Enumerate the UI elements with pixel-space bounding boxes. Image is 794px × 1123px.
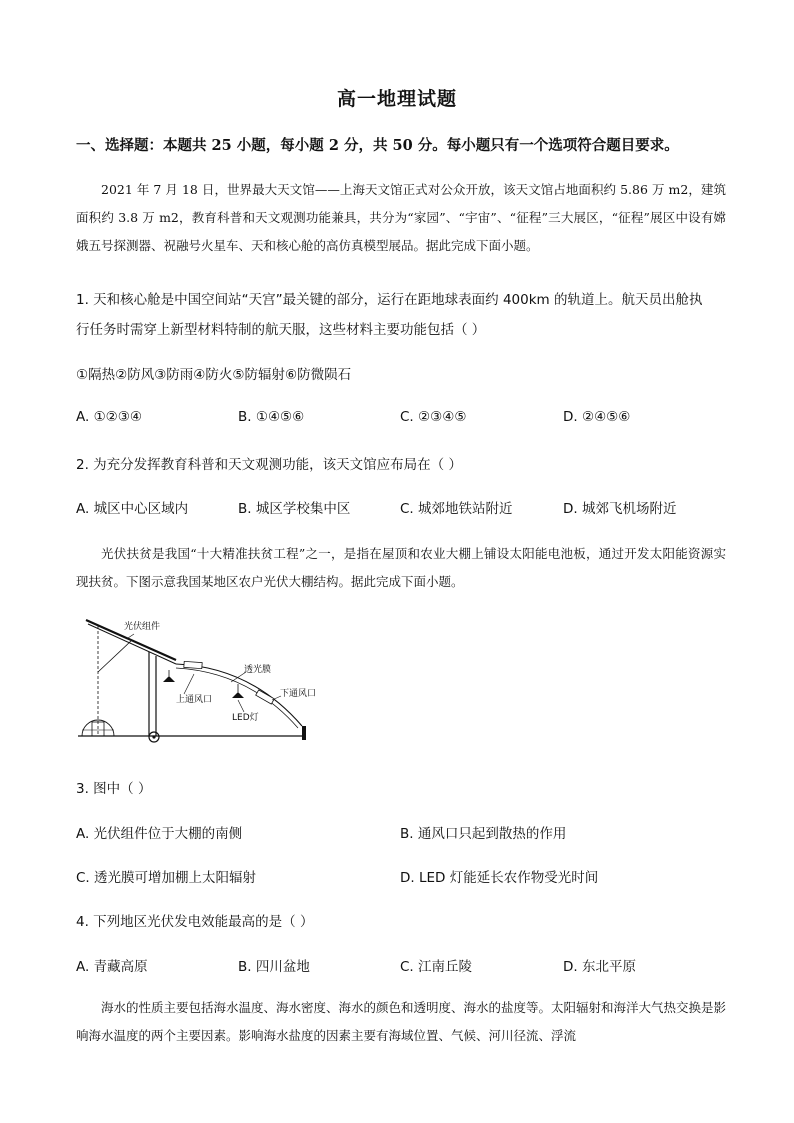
q4-option-d: D. 东北平原: [563, 959, 636, 975]
q2-option-a: A. 城区中心区域内: [76, 501, 189, 517]
q3-option-d: D. LED 灯能延长农作物受光时间: [400, 870, 599, 886]
q1-option-a: A. ①②③④: [76, 409, 142, 425]
q3-option-b: B. 通风口只起到散热的作用: [400, 826, 567, 842]
q2-stem: 2. 为充分发挥教育科普和天文观测功能，该天文馆应布局在（ ）: [76, 457, 462, 473]
q1-option-c: C. ②③④⑤: [400, 409, 467, 425]
q3-option-c: C. 透光膜可增加棚上太阳辐射: [76, 870, 257, 886]
q4-stem: 4. 下列地区光伏发电效能最高的是（ ）: [76, 914, 314, 930]
passage-astronomy-museum: 2021 年 7 月 18 日，世界最大天文馆——上海天文馆正式对公众开放，该天文馆占地面积约 5.86 万 m2，建筑面积约 3.8 万 m2，教育科普和天文观测功能兼具，共分为“家园”、“宇宙”、“征程”三大展区，“征程”展区中设有嫦娥五号探测器、祝融号火星车、天和核心舱的高仿真模型展品。据此完成下面小题。: [76, 182, 726, 253]
q4-option-b: B. 四川盆地: [238, 959, 310, 975]
q1-stem-line2: 行任务时需穿上新型材料特制的航天服，这些材料主要功能包括（ ）: [76, 322, 486, 338]
section-heading: 一、选择题：本题共 25 小题，每小题 2 分，共 50 分。每小题只有一个选项符合题目要求。: [76, 137, 679, 154]
label-led: LED灯: [232, 713, 259, 723]
label-pv: 光伏组件: [124, 622, 161, 632]
label-upper-vent: 上通风口: [176, 695, 213, 705]
q2-option-b: B. 城区学校集中区: [238, 501, 351, 517]
page-title: 高一地理试题: [336, 88, 457, 110]
label-film: 透光膜: [244, 665, 272, 675]
q1-option-b: B. ①④⑤⑥: [238, 409, 305, 425]
q2-option-d: D. 城郊飞机场附近: [563, 501, 677, 517]
q3-stem: 3. 图中（ ）: [76, 781, 152, 797]
q3-option-a: A. 光伏组件位于大棚的南侧: [76, 826, 243, 842]
passage-solar-greenhouse: 光伏扶贫是我国“十大精准扶贫工程”之一，是指在屋顶和农业大棚上铺设太阳能电池板，通过开发太阳能资源实现扶贫。下图示意我国某地区农户光伏大棚结构。据此完成下面小题。: [76, 546, 726, 589]
pv-greenhouse-diagram: [76, 612, 326, 752]
q1-items: ①隔热②防风③防雨④防火⑤防辐射⑥防微陨石: [76, 367, 352, 383]
pv-greenhouse-svg: [76, 612, 326, 752]
q4-option-c: C. 江南丘陵: [400, 959, 473, 975]
q1-option-d: D. ②④⑤⑥: [563, 409, 631, 425]
q1-stem-line1: 1. 天和核心舱是中国空间站“天宫”最关键的部分，运行在距地球表面约 400km 的轨道上。航天员出舱执: [76, 292, 703, 308]
q4-option-a: A. 青藏高原: [76, 959, 148, 975]
passage-seawater: 海水的性质主要包括海水温度、海水密度、海水的颜色和透明度、海水的盐度等。太阳辐射和海洋大气热交换是影响海水温度的两个主要因素。影响海水盐度的因素主要有海域位置、气候、河川径流、浮流: [76, 1000, 726, 1043]
label-lower-vent: 下通风口: [280, 689, 317, 699]
q2-option-c: C. 城郊地铁站附近: [400, 501, 513, 517]
